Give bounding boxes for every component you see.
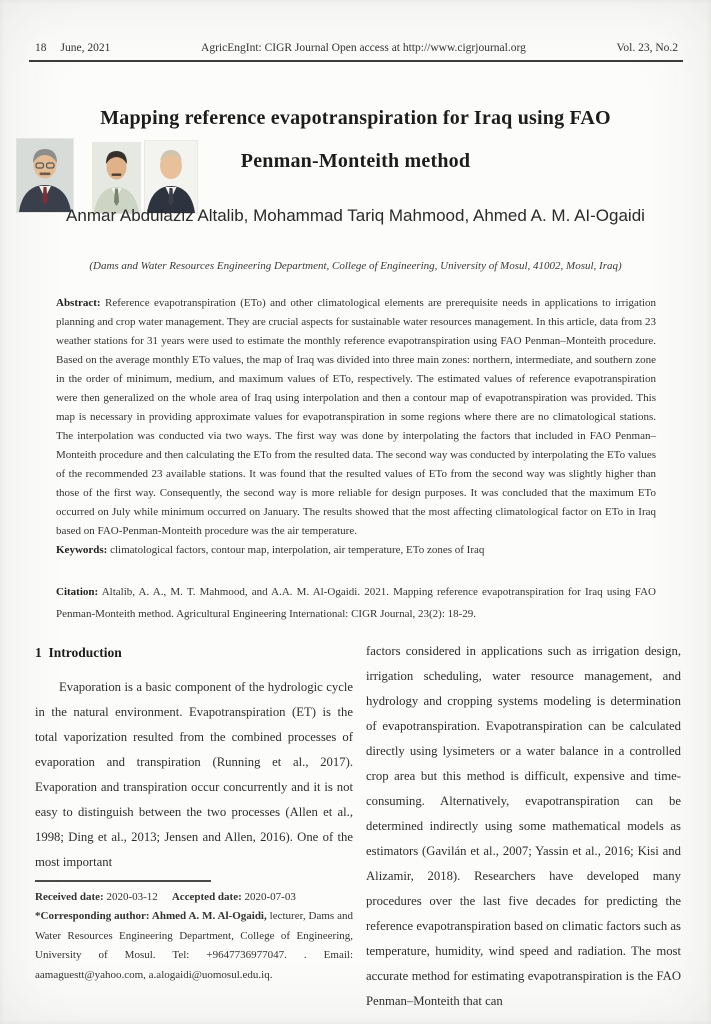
abstract-label: Abstract: xyxy=(56,297,101,309)
keywords-line xyxy=(56,541,656,560)
introduction-paragraph: Evaporation is a basic component of the hydrologic cycle in the natural environment. Evapotranspiration (ET) is the total vaporization resulted from the combined processes of evaporation and transpiration (Running et al., 2017). Evaporation and transpiration occur concurrently and it is not easy to distinguish between the two processes (Allen et al., 1998; Ding et al., 2013; Jensen and Allen, 2016). One of the most important xyxy=(35,680,353,869)
paper-title-line1: Mapping reference evapotranspiration for Iraq using FAO xyxy=(100,107,611,129)
accepted-date-value: 2020-07-03 xyxy=(244,890,296,903)
author-photo-2 xyxy=(93,143,140,213)
corresponding-author-note xyxy=(35,907,353,985)
keywords-text: climatological factors, contour map, interpolation, air temperature, ETo zones of Iraq xyxy=(110,544,485,556)
author-photo-3 xyxy=(145,141,197,213)
received-date-value: 2020-03-12 xyxy=(106,890,158,903)
corresponding-author-label: *Corresponding author: Ahmed A. M. Al-Ogaidi, xyxy=(35,910,267,922)
keywords-label: Keywords: xyxy=(56,544,108,556)
received-date-label: Received date: xyxy=(35,890,104,903)
volume-label: Vol. 23, No.2 xyxy=(616,42,678,54)
person-avatar-icon xyxy=(145,141,197,213)
person-avatar-icon xyxy=(17,139,73,212)
abstract-text: Reference evapotranspiration (ETo) and other climatological elements are prerequisite needs in applications to irrigation planning and crop water management. They are crucial aspects for sustainable water resources management. In this article, data from 23 weather stations for 31 years were used to estimate the monthly reference evapotranspiration using FAO Penman–Monteith procedure. Based on the average monthly ETo values, the map of Iraq was divided into three main zones: northern, intermediate, and southern zone in the order of minimum, medium, and maximum values of ETo, respectively. The estimated values of reference evapotranspiration were then generalized on the whole area of Iraq using interpolation and then a contour map of evapotranspiration was provided. This map is necessary in providing approximate values for evapotranspiration in some regions where there are no climatological stations. The interpolation was conducted via two ways. The first way was done by interpolating the factors that included in FAO Penman–Monteith procedure and then calculating the ETo from the resulted data. The second way was conducted by interpolating the ETo values of the recommended 23 available stations. It was found that the resulted values of ETo from the second way was slightly higher than those of the first way. Consequently, the second way is more reliable for design purposes. It was concluded that the maximum ETo occurred on July while minimum occurred on January. The results showed that the most affecting climatological factor on ETo in Iraq based on FAO-Penman-Monteith procedure was the air temperature. xyxy=(56,297,657,537)
body-columns xyxy=(35,639,681,1014)
citation-text: Altalib, A. A., M. T. Mahmood, and A.A. M. Al-Ogaidi. 2021. Mapping reference evapotranspiration for Iraq using FAO Penman-Monteith method. Agricultural Engineering International: CIGR Journal, 23(2): 18-29. xyxy=(56,586,656,620)
issue-date: June, 2021 xyxy=(60,42,111,54)
abstract-paragraph xyxy=(56,294,656,541)
header-rule xyxy=(29,60,683,62)
abstract-block xyxy=(56,294,656,560)
citation-label: Citation: xyxy=(56,586,99,598)
right-column xyxy=(366,639,681,1014)
introduction-heading: 1 Introduction xyxy=(35,645,122,660)
person-avatar-icon xyxy=(93,143,140,213)
citation-block xyxy=(56,581,656,625)
corresponding-author-text: lecturer, Dams and Water Resources Engineering Department, College of Engineering, University of Mosul. Tel: +9647736977047. . Email: aamaguestt@yahoo.com, a.alogaidi@uomosul.edu.iq. xyxy=(35,910,353,981)
authors-line: Anmar Abdulaziz Altalib, Mohammad Tariq Mahmood, Ahmed A. M. AI-Ogaidi xyxy=(66,206,645,225)
paper-title-line2: Penman-Monteith method xyxy=(240,150,471,172)
author-photo-1 xyxy=(17,139,73,212)
footnote-rule xyxy=(35,880,211,882)
right-column-paragraph: factors considered in applications such as irrigation design, irrigation scheduling, water resource management, and hydrology and cropping systems modeling is determination of evapotranspiration. Evapotranspiration can be calculated directly using lysimeters or a water balance in a controlled crop area but this method is difficult, expensive and time-consuming. Alternatively, evapotranspiration can be determined indirectly using some mathematical models as estimators (Gavilán et al., 2007; Yassin et al., 2016; Kisi and Alizamir, 2018). Researchers have developed many procedures over the last five decades for predicting the reference evapotranspiration based on climatic factors such as temperature, humidity, wind speed and radiation. The most accurate method for estimating evapotranspiration is the FAO Penman–Monteith that can xyxy=(366,644,681,1008)
journal-header-line: AgricEngInt: CIGR Journal Open access at http://www.cigrjournal.org xyxy=(201,42,526,54)
accepted-date-label: Accepted date: xyxy=(171,890,242,903)
footnote-block xyxy=(35,880,353,985)
page-header xyxy=(35,42,678,54)
affiliation-line: (Dams and Water Resources Engineering Department, College of Engineering, University of Mosul, 41002, Mosul, Iraq) xyxy=(89,260,622,272)
received-accepted-line xyxy=(35,888,353,908)
left-column xyxy=(35,639,353,1014)
page-number: 18 xyxy=(35,42,47,54)
